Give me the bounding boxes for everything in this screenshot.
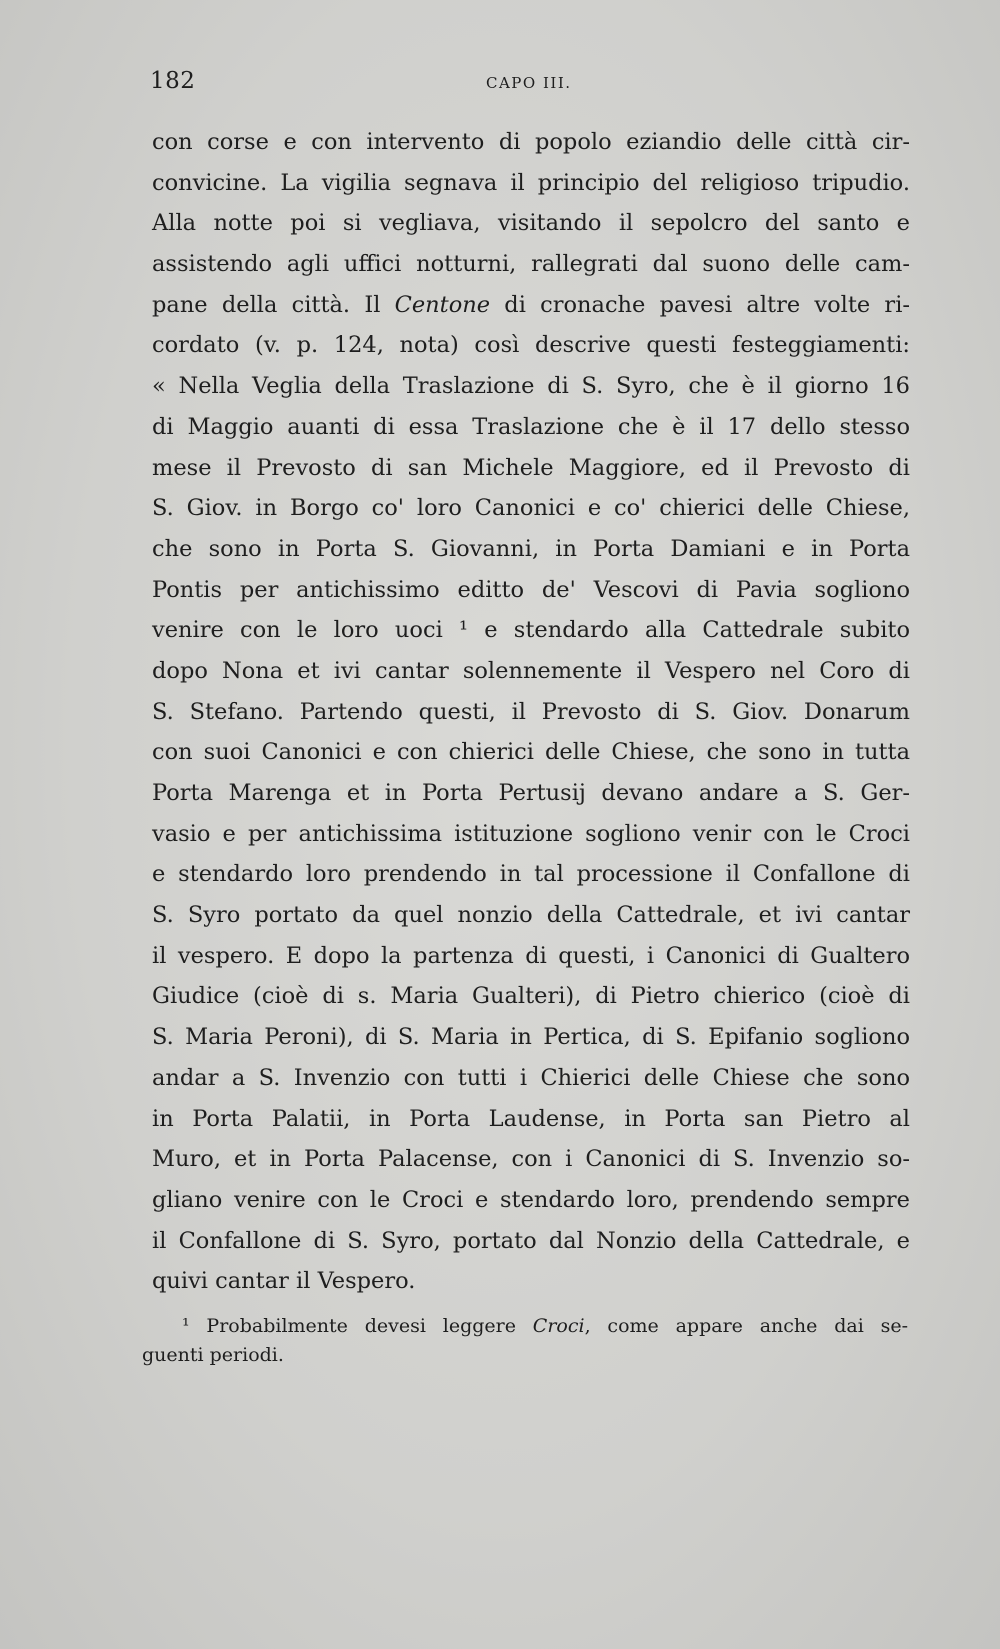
- page-header: [150, 68, 890, 98]
- text-line: Porta Marenga et in Porta Pertusij devano andare a S. Ger-: [152, 780, 910, 806]
- text-line: S. Stefano. Partendo questi, il Prevosto di S. Giov. Donarum: [152, 698, 910, 725]
- text-line: S. Maria Peroni), di S. Maria in Pertica, di S. Epifanio sogliono: [152, 1024, 910, 1051]
- text-line: pane della città. Il Centone di cronache pavesi altre volte ri-: [152, 291, 910, 318]
- running-head: CAPO III.: [486, 74, 572, 92]
- text-line: il vespero. E dopo la partenza di questi, i Canonici di Gualtero: [152, 942, 910, 969]
- text-line: convicine. La vigilia segnava il principio del religioso tripudio.: [152, 169, 910, 196]
- text-line: quivi cantar il Vespero.: [152, 1268, 416, 1295]
- text-line: assistendo agli uffici notturni, rallegrati dal suono delle cam-: [152, 251, 910, 278]
- text-line: con corse e con intervento di popolo eziandio delle città cir-: [152, 129, 910, 155]
- text-line: Muro, et in Porta Palacense, con i Canonici di S. Invenzio so-: [152, 1146, 910, 1173]
- footnote-line: ¹ Probabilmente devesi leggere Croci, come appare anche dai se-: [182, 1315, 908, 1337]
- footnotes: [142, 1312, 908, 1370]
- text-line: il Confallone di S. Syro, portato dal Nonzio della Cattedrale, e: [152, 1227, 910, 1254]
- page-number: 182: [150, 68, 196, 94]
- text-line: venire con le loro uoci ¹ e stendardo alla Cattedrale subito: [152, 617, 910, 644]
- text-line: Alla notte poi si vegliava, visitando il sepolcro del santo e: [152, 210, 910, 237]
- text-line: cordato (v. p. 124, nota) così descrive questi festeggiamenti:: [152, 332, 910, 359]
- text-line: in Porta Palatii, in Porta Laudense, in Porta san Pietro al: [152, 1105, 910, 1132]
- text-line: di Maggio auanti di essa Traslazione che è il 17 dello stesso: [152, 413, 910, 440]
- text-line: vasio e per antichissima istituzione sogliono venir con le Croci: [152, 820, 910, 847]
- text-line: andar a S. Invenzio con tutti i Chierici delle Chiese che sono: [152, 1064, 910, 1091]
- text-line: con suoi Canonici e con chierici delle Chiese, che sono in tutta: [152, 739, 910, 766]
- text-line: che sono in Porta S. Giovanni, in Porta Damiani e in Porta: [152, 535, 910, 562]
- footnote-line: guenti periodi.: [142, 1344, 284, 1366]
- text-line: « Nella Veglia della Traslazione di S. Syro, che è il giorno 16: [152, 373, 910, 400]
- text-line: dopo Nona et ivi cantar solennemente il Vespero nel Coro di: [152, 657, 910, 684]
- text-line: S. Syro portato da quel nonzio della Cattedrale, et ivi cantar: [152, 902, 910, 929]
- text-line: gliano venire con le Croci e stendardo loro, prendendo sempre: [152, 1186, 910, 1213]
- text-line: S. Giov. in Borgo co' loro Canonici e co' chierici delle Chiese,: [152, 495, 910, 522]
- text-line: e stendardo loro prendendo in tal processione il Confallone di: [152, 861, 910, 888]
- text-line: Pontis per antichissimo editto de' Vescovi di Pavia sogliono: [152, 576, 910, 603]
- text-line: mese il Prevosto di san Michele Maggiore, ed il Prevosto di: [152, 454, 910, 481]
- text-line: Giudice (cioè di s. Maria Gualteri), di Pietro chierico (cioè di: [152, 983, 910, 1010]
- body-text: [152, 122, 910, 1302]
